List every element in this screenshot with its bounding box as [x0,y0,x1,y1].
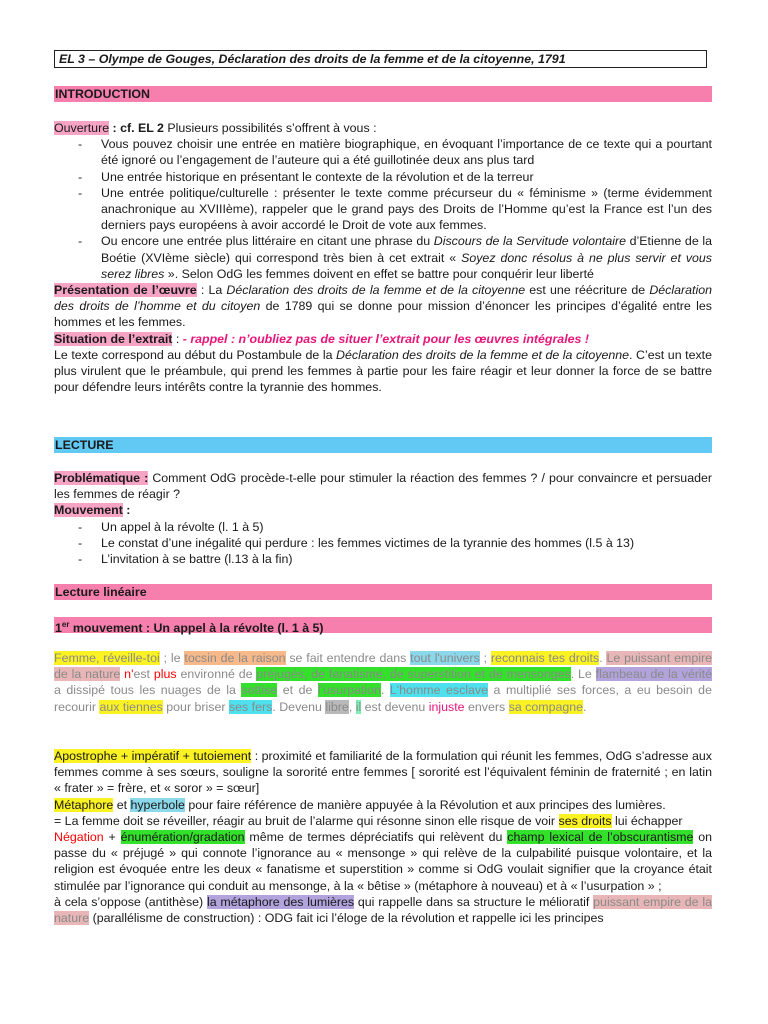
extrait-segment: sottise [241,683,278,698]
problematique-label: Problématique : [54,471,149,485]
antithese-paragraph [54,894,712,926]
extrait-segment: plus [153,667,177,682]
section-lecture-lineaire: Lecture linéaire [54,584,712,600]
situation-text-a: Le texte correspond au début du Postambule de la [54,347,337,362]
list-item-text: ». Selon OdG les femmes doivent en effet se battre pour conquérir leur liberté [164,266,594,281]
extrait-segment: Le puissant empire de la nature [54,651,712,682]
extrait-segment: . [583,699,587,714]
extrait-segment: sa compagne [508,699,584,714]
ouverture-intro: Plusieurs possibilités s’offrent à vous : [163,121,377,135]
list-item-text: d’Etienne de la Boétie (XVIème siècle) qui correspond très bien à cet extrait « [101,234,712,265]
list-item-title: Discours de la Servitude volontaire [433,234,626,249]
list-item: - Un appel à la révolte (l. 1 à 5) [54,519,712,535]
section-mouvement-1: 1er mouvement : Un appel à la révolte (l. 1 à 5) [54,617,712,633]
extrait-segment: préjugés, de fanatisme, de superstition et de mensonges [256,667,571,682]
extrait-segment: Femme, réveille-toi [54,651,160,665]
analyse-text: on passe du « préjugé » qui connote l’ignorance au « mensonge » qui relève de la culpabilité puisque volontaire, et la religion est évoquée entre les deux « fanatisme et superstition » comme si OdG voulait signifier que la croyance était stimulée par l’ignorance qui conduit au mensonge, à la « bêtise » (métaphore à nouveau) et à « l’usurpation » ; [54,830,713,893]
extrait-segment: est devenu [361,699,429,714]
problematique-text: Comment OdG procède-t-elle pour stimuler la réaction des femmes ? / pour convaincre et persuader les femmes de réagir ? [54,471,713,502]
list-item: - Une entrée historique en présentant le contexte de la révolution et de la terreur [54,169,712,185]
introduction-body [54,120,712,395]
extrait-segment: L'homme esclave [389,683,489,698]
presentation-label: Présentation de l’œuvre [54,283,197,298]
ouverture-ref: : cf. EL 2 [109,121,164,135]
list-item: - Le constat d’une inégalité qui perdure : les femmes victimes de la tyrannie des hommes (l.5 à 13) [54,535,712,551]
situation-text-c: . C’est un texte plus virulent que le préambule, qui prend les femmes à partie pour les faire réagir et leur donner la force de se battre pour défendre leurs intérêts contre la tyrannie des hommes. [54,347,712,395]
analyse-text: qui rappelle dans sa structure le mélioratif [354,894,594,909]
extrait-segment: ses fers [228,699,273,714]
ouverture-label: Ouverture [54,121,110,135]
presentation-text: de 1789 qui se donne pour mission d’énoncer les principes d’égalité entre les hommes et les femmes. [54,299,712,330]
situation-rappel: - rappel : n’oubliez pas de situer l’extrait pour les œuvres intégrales ! [182,331,589,346]
lecture-body [54,470,712,567]
extrait-segment: , [348,699,356,714]
apostrophe-paragraph [54,748,712,797]
mouvement-label: Mouvement [54,503,123,518]
situation-work: Déclaration des droits de la femme et de la citoyenne [336,347,630,362]
hyperbole-label: hyperbole [130,797,185,812]
analyse-text: à cela s’oppose (antithèse) [54,894,207,909]
apostrophe-text: : proximité et familiarité de la formulation qui réunit les femmes, OdG s’adresse aux femmes comme à ses sœurs, souligne la sororité entre femmes [ sororité est l’équivalent féminin de fraternité ; en latin « frater » = frère, et « soror » = sœur] [54,749,712,796]
situation-label: Situation de l’extrait [54,331,173,346]
extrait-segment: . [380,683,390,698]
section-introduction: INTRODUCTION [54,86,712,102]
extrait-segment: tocsin de la raison [184,651,286,665]
extrait-segment: ; [479,651,491,665]
apostrophe-label: Apostrophe + impératif + tutoiement [54,749,252,763]
extrait-segment: n' [124,667,134,682]
extrait-paragraph [54,650,712,715]
extrait-segment: . Le [570,667,596,682]
situation-colon: : [172,331,183,346]
extrait-segment: . [599,651,607,665]
extrait-segment: et de [277,683,318,698]
list-item: - Vous pouvez choisir une entrée en matière biographique, en évoquant l’importance de ce texte qui a pourtant été ignoré ou l’engagement de l’auteure qui a été guillotinée deux ans plus tard [54,136,712,168]
analyse-highlight: la métaphore des lumières [206,894,355,909]
presentation-source: Déclaration des droits de l’homme et du citoyen [54,283,713,314]
mouvement-heading [54,502,712,518]
extrait-segment: injuste [428,699,465,714]
mouvement-colon: : [122,503,131,518]
presentation-work: Déclaration des droits de la femme et de la citoyenne [226,283,526,298]
enumeration-label: énumération/gradation [120,830,245,845]
extrait-segment: se fait entendre dans [285,651,411,665]
list-item [54,233,712,282]
analyse-text: pour faire référence de manière appuyée à la Révolution et aux principes des lumières. [184,797,666,812]
analyse-text: et [113,797,131,812]
list-item: - Une entrée politique/culturelle : présenter le texte comme précurseur du « féminisme » (terme évidemment anachronique au XVIIIème), rappeler que le grand pays des Droits de l’Homme qu’est la France est l’un des derniers pays européens à avoir accordé le Droit de vote aux femmes. [54,185,712,234]
extrait-segment: envers [464,699,509,714]
extrait-segment: est [133,667,154,682]
extrait-segment: environné de [176,667,257,682]
negation-paragraph [54,829,712,894]
analyse-text: + [103,830,121,845]
document-title: EL 3 – Olympe de Gouges, Déclaration des droits de la femme et de la citoyenne, 1791 [54,50,707,68]
ouverture-paragraph [54,120,712,136]
extrait-segment: flambeau de la vérité [595,667,712,682]
extrait-segment: libre [325,699,349,714]
list-item: - L’invitation à se battre (l.13 à la fin) [54,551,712,567]
femme-paragraph [54,813,712,829]
analyse-text: même de termes dépréciatifs qui relèvent du [244,830,508,845]
extrait-segment: il [355,699,362,714]
mouvement-list [54,519,712,568]
presentation-text: : La [196,283,227,298]
metaphore-paragraph [54,797,712,813]
metaphore-label: Métaphore [54,797,114,812]
presentation-paragraph [54,282,712,331]
problematique-paragraph [54,470,712,502]
list-item-text: Ou encore une entrée plus littéraire en citant une phrase du [101,234,434,249]
analyse-text: = La femme doit se réveiller, réagir au bruit de l’alarme qui résonne sinon elle risque de voir [54,813,559,828]
extrait-segment: aux tiennes [99,699,163,714]
analyse-body [54,748,712,926]
extrait-segment: tout l'univers [410,651,480,665]
extrait-segment: pour briser [162,699,229,714]
extrait-segment: l'usurpation [317,683,381,698]
list-item-quote: Soyez donc résolus à ne plus servir et vous serez libres [101,250,712,281]
extrait-segment: a dissipé tous les nuages de la [54,683,242,698]
ouverture-list [54,136,712,282]
presentation-text: est une réécriture de [525,283,650,298]
extrait-segment: ; le [159,651,185,665]
extrait-segment: a multiplié ses forces, a eu besoin de recourir [54,683,712,714]
negation-label: Négation [54,830,104,845]
champ-lexical-label: champ lexical de l’obscurantisme [507,830,694,845]
situation-text [54,347,712,396]
analyse-highlight: puissant empire de la nature [54,894,713,926]
section-lecture: LECTURE [54,437,712,453]
analyse-highlight: ses droits [558,813,612,828]
extrait-segment: reconnais tes droits [490,651,600,665]
analyse-text: lui échapper [611,813,683,828]
situation-paragraph [54,331,712,347]
extrait-segment: . Devenu [272,699,326,714]
analyse-text: (parallélisme de construction) : ODG fait ici l’éloge de la révolution et rappelle ici les principes [89,911,604,926]
